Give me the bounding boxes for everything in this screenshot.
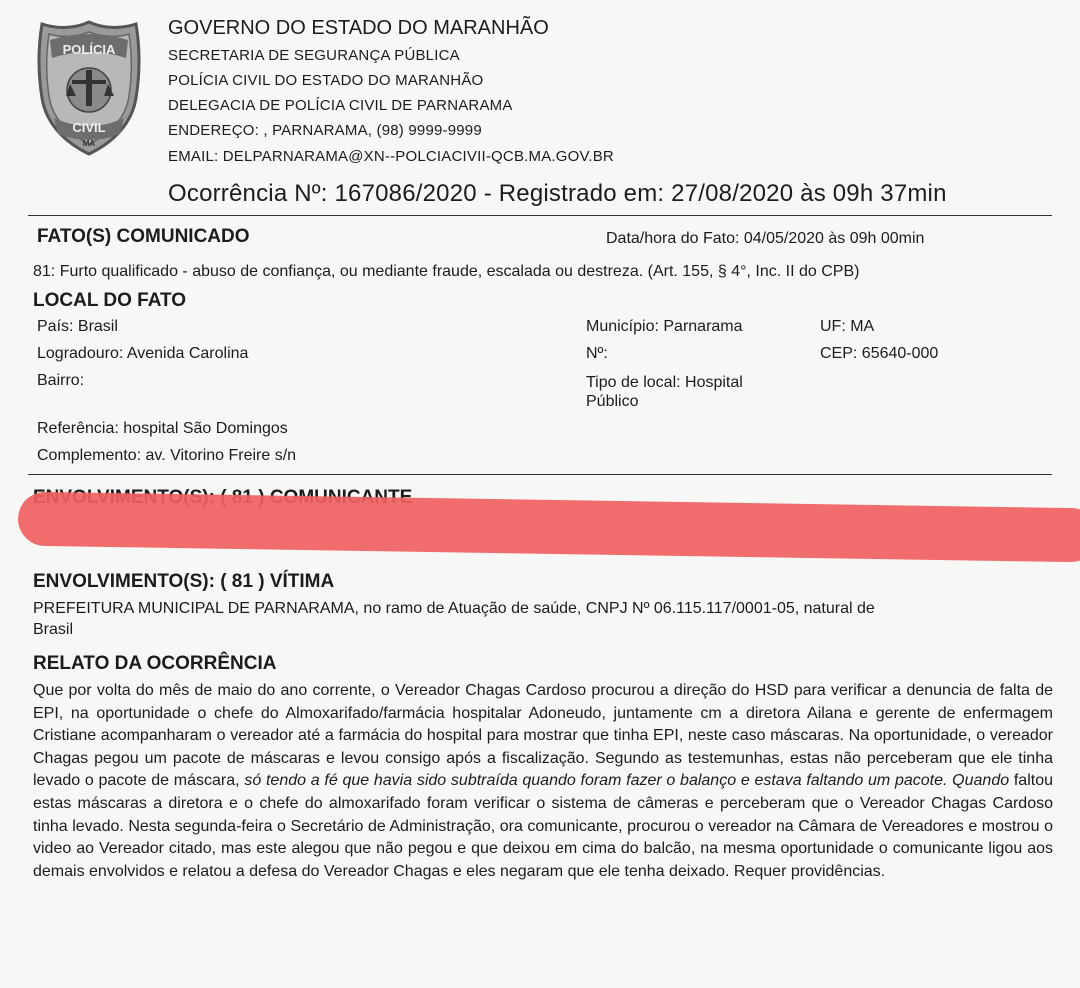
relato-title: RELATO DA OCORRÊNCIA [33,653,277,674]
local-tipo-2: Público [586,393,639,410]
local-numero: Nº: [586,345,608,362]
divider [28,215,1052,216]
local-pais: País: Brasil [37,318,118,335]
secretariat-name: SECRETARIA DE SEGURANÇA PÚBLICA [168,47,460,64]
precinct-name: DELEGACIA DE POLÍCIA CIVIL DE PARNARAMA [168,97,513,114]
government-name: GOVERNO DO ESTADO DO MARANHÃO [168,17,549,39]
local-referencia: Referência: hospital São Domingos [37,420,288,437]
redaction-mark [18,492,1080,563]
occurrence-number: Ocorrência Nº: 167086/2020 - Registrado em: 27/08/2020 às 09h 37min [168,180,947,207]
fato-description: 81: Furto qualificado - abuso de confiança, ou mediante fraude, escalada ou destreza. (Art. 155, § 4°, Inc. II do CPB) [33,263,860,280]
local-title: LOCAL DO FATO [33,290,187,311]
local-municipio: Município: Parnarama [586,318,743,335]
relato-part-1: Que por volta do mês de maio do ano corrente, o Vereador Chagas Cardoso procurou a direção do HSD para verificar a denuncia de falta de EPI, na oportunidade o chefe do Almoxarifado/farmácia hospitalar Adoneudo, juntamente cm a diretora Ailana e gerente de enfermagem Cristiane acompanharam o vereador até a farmácia do hospital para mostrar que tinha EPI, neste caso máscaras. Na oportunidade, o vereador Chagas pegou um pacote de máscaras e levou consigo após a fiscalização. Segundo as testemunhas, estas não perceberam que ele tinha levado o pacote de máscara, [33,682,1053,790]
vitima-line-1: PREFEITURA MUNICIPAL DE PARNARAMA, no ramo de Atuação de saúde, CNPJ Nº 06.115.117/0001-05, natural de [33,600,875,617]
precinct-email: EMAIL: DELPARNARAMA@XN--POLCIACIVII-QCB.MA.GOV.BR [168,148,614,165]
fato-datetime: Data/hora do Fato: 04/05/2020 às 09h 00min [606,230,925,247]
precinct-address: ENDEREÇO: , PARNARAMA, (98) 9999-9999 [168,122,482,139]
local-uf: UF: MA [820,318,875,335]
local-logradouro: Logradouro: Avenida Carolina [37,345,249,362]
badge-text-bottom: CIVIL [72,120,106,135]
relato-text [33,680,1053,883]
vitima-title: ENVOLVIMENTO(S): ( 81 ) VÍTIMA [33,571,335,592]
relato-part-3: faltou estas máscaras a diretora e o chefe do almoxarifado foram verificar o sistema de câmeras e perceberam que o Vereador Chagas Cardoso tinha levado. Nesta segunda-feira o Secretário de Administração, ora comunicante, procurou o vereador na Câmara de Vereadores e mostrou o video ao Vereador citado, mas este alegou que não pegou e que deixou em cima do balcão, na mesma oportunidade o comunicante ligou aos demais envolvidos e relatou a defesa do Vereador Chagas e eles negaram que ele tenha deixado. Requer providências. [33,772,1053,880]
local-complemento: Complemento: av. Vitorino Freire s/n [37,447,297,464]
local-tipo-1: Tipo de local: Hospital [586,374,743,391]
relato-part-2: só tendo a fé que havia sido subtraída quando foram fazer o balanço e estava faltando um pacote. Quando [244,772,1010,790]
police-name: POLÍCIA CIVIL DO ESTADO DO MARANHÃO [168,72,484,89]
badge-text-state: MA [82,139,96,148]
fatos-title: FATO(S) COMUNICADO [37,226,250,247]
divider [28,474,1052,475]
local-bairro: Bairro: [37,372,85,389]
local-cep: CEP: 65640-000 [820,345,939,362]
vitima-line-2: Brasil [33,621,74,638]
police-badge-icon [36,18,142,158]
badge-text-top: POLÍCIA [62,42,116,57]
